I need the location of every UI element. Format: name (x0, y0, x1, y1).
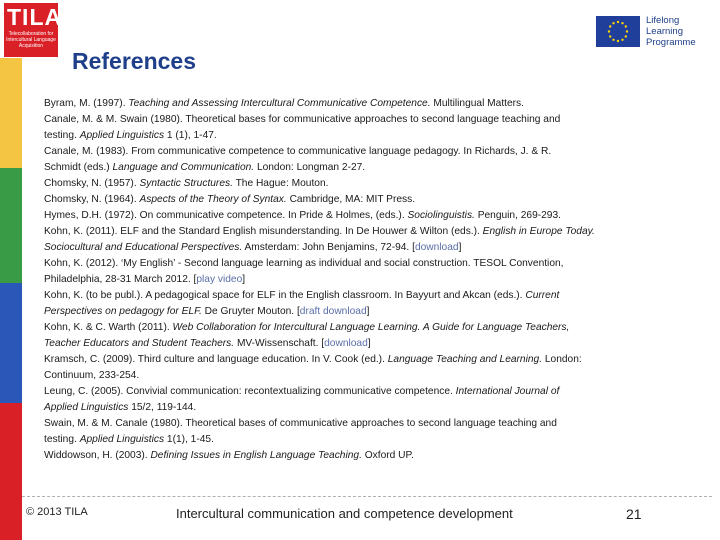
tila-logo-text: TILA (7, 4, 63, 30)
ref-text: Canale, M. & M. Swain (1980). Theoretical bases for communicative approaches to second language teaching and (44, 114, 561, 125)
ref-text: Continuum, 233-254. (44, 370, 140, 381)
play-video-link[interactable]: play video (196, 274, 243, 285)
ref-text: ] (458, 242, 462, 253)
ref-text: Kohn, K. & C. Warth (2011). (44, 322, 173, 333)
ref-title: Teacher Educators and Student Teachers. (44, 338, 235, 349)
reference-item (44, 384, 684, 416)
ref-text: Canale, M. (1983). From communicative competence to communicative language pedagogy. In Richards, J. & R. (44, 146, 552, 157)
ref-text: testing. (44, 434, 80, 445)
ref-text: Kohn, K. (2011). ELF and the Standard English misunderstanding. In De Houwer & Wilton (eds.). (44, 226, 483, 237)
reference-item (44, 192, 684, 208)
reference-item (44, 176, 684, 192)
ref-text: The Hague: Mouton. (232, 178, 329, 189)
ref-text: Kramsch, C. (2009). Third culture and language education. In V. Cook (ed.). (44, 354, 388, 365)
ref-text: ] (367, 338, 371, 349)
ref-text: Cambridge, MA: MIT Press. (286, 194, 416, 205)
ref-text: London: (542, 354, 582, 365)
reference-item (44, 288, 684, 320)
ref-text: Hymes, D.H. (1972). On communicative competence. In Pride & Holmes, (eds.). (44, 210, 408, 221)
reference-item (44, 144, 684, 176)
ref-title: Defining Issues in English Language Teaching. (150, 450, 362, 461)
ref-text: Swain, M. & M. Canale (1980). Theoretical bases of communicative approaches to second language teaching and (44, 418, 557, 429)
reference-item (44, 352, 684, 384)
side-bar-yellow (0, 58, 22, 168)
reference-list (44, 96, 684, 464)
side-bar-red (0, 403, 22, 540)
ref-title: Sociolinguistis. (407, 210, 475, 221)
ref-text: Kohn, K. (to be publ.). A pedagogical space for ELF in the English classroom. In Bayyurt and Akcan (eds.). (44, 290, 526, 301)
ref-text: Chomsky, N. (1964). (44, 194, 140, 205)
ref-text: testing. (44, 130, 80, 141)
download-link[interactable]: download (414, 242, 459, 253)
ref-text: Kohn, K. (2012). ‘My English’ - Second language learning as individual and social construction. TESOL Convention, (44, 258, 564, 269)
reference-item (44, 416, 684, 448)
ref-text: ] (366, 306, 370, 317)
ref-title: Perspectives on pedagogy for ELF. (44, 306, 202, 317)
reference-item (44, 208, 684, 224)
ref-title: Teaching and Assessing Intercultural Communicative Competence. (128, 98, 431, 109)
ref-title: Web Collaboration for Intercultural Language Learning. A Guide for Language Teachers, (172, 322, 570, 333)
reference-item (44, 112, 684, 144)
ref-title: Sociocultural and Educational Perspectives. (44, 242, 243, 253)
llp-logo-text (646, 15, 696, 48)
copyright-text: © 2013 TILA (26, 506, 88, 518)
ref-text: Oxford UP. (361, 450, 414, 461)
ref-text: Leung, C. (2005). Convivial communication: recontextualizing communicative competence. (44, 386, 456, 397)
download-link[interactable]: download (324, 338, 368, 349)
reference-item (44, 448, 684, 464)
draft-download-link[interactable]: draft download (299, 306, 367, 317)
ref-text: Amsterdam: John Benjamins, 72-94. [ (242, 242, 415, 253)
ref-title: Applied Linguistics (79, 434, 165, 445)
ref-text: MV-Wissenschaft. [ (234, 338, 325, 349)
side-bar-green (0, 168, 22, 283)
ref-text: Chomsky, N. (1957). (44, 178, 140, 189)
reference-item (44, 320, 684, 352)
footer-title: Intercultural communication and competence development (176, 506, 513, 521)
footer-divider (22, 496, 712, 497)
ref-text: Multilingual Matters. (430, 98, 524, 109)
ref-title: Applied Linguistics (79, 130, 165, 141)
ref-title: Current (525, 290, 560, 301)
ref-text: ] (242, 274, 246, 285)
reference-item (44, 256, 684, 288)
ref-text: London: Longman 2-27. (254, 162, 366, 173)
eu-flag-icon (596, 16, 640, 47)
ref-text: Penguin, 269-293. (474, 210, 561, 221)
side-color-bar (0, 58, 22, 540)
ref-title: Language and Communication. (112, 162, 255, 173)
side-bar-blue (0, 283, 22, 403)
ref-text: Widdowson, H. (2003). (44, 450, 151, 461)
llp-line2: Learning (646, 26, 683, 37)
page-number: 21 (626, 506, 642, 522)
ref-title: Syntactic Structures. (139, 178, 233, 189)
eu-stars-icon (596, 16, 640, 47)
tila-logo (4, 3, 63, 57)
ref-text: 1(1), 1-45. (164, 434, 214, 445)
ref-text: Schmidt (eds.) (44, 162, 113, 173)
ref-text: 1 (1), 1-47. (164, 130, 217, 141)
ref-text: 15/2, 119-144. (128, 402, 197, 413)
page-title: References (72, 48, 197, 74)
reference-item (44, 224, 684, 256)
llp-line1: Lifelong (646, 15, 680, 26)
ref-title: Language Teaching and Learning. (387, 354, 543, 365)
llp-line3: Programme (646, 37, 696, 48)
ref-title: Aspects of the Theory of Syntax. (139, 194, 287, 205)
ref-text: De Gruyter Mouton. [ (201, 306, 300, 317)
ref-text: Byram, M. (1997). (44, 98, 129, 109)
ref-text: Philadelphia, 28-31 March 2012. [ (44, 274, 197, 285)
ref-title: English in Europe Today. (482, 226, 595, 237)
ref-title: Applied Linguistics (44, 402, 129, 413)
reference-item (44, 96, 684, 112)
ref-title: International Journal of (455, 386, 560, 397)
tila-logo-subtitle: Telecollaboration for Intercultural Language Acquisition (6, 31, 56, 49)
